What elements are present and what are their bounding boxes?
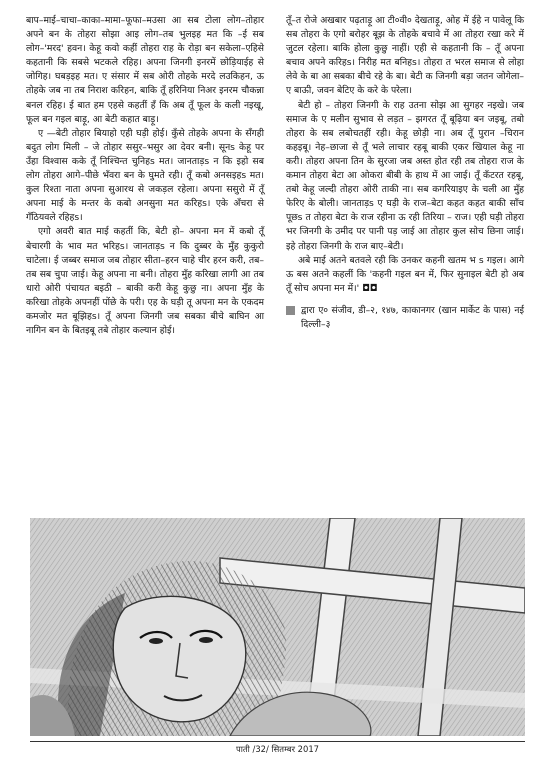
- footer-rule: [30, 741, 525, 742]
- paragraph: [286, 254, 524, 296]
- paragraph: एगो अवरी बात माई कहतीं कि, बेटी हो– अपना मन में कबो तूँ बेचारगी के भाव मत भरिहs। जानताड़s न कि दुब्बर के मुँह कुकुरो चाटेला। ई जब्बर समाज जब तोहार सीता–हरन चाहे चीर हरन करी, तब–तब सब चुपा जाई। केहू अपना ना बनी। तोहरा मुँह करिखा लागी आ तब धारो ओरी पंचायत बइठी – बाकी करी केहू कुछु ना। अपना मुँह के करिखा तोहके अपनहीं पोंछे के परी। एह के घड़ी तू अपना मन के एकदम कमजोर मत बूझिहs। तूँ अपना जिनगी जब सबका बीचे बाघिन आ नागिन बन के बितइबू तबे तोहार कल्यान होई।: [26, 226, 264, 337]
- sketch-svg: [30, 518, 525, 736]
- author-address: [286, 304, 524, 332]
- paragraph: ए —बेटी तोहार बियाहो एही घड़ी होई। कुँसे तोहके अपना के सँगही बदुत लोग मिली – जे तोहार ससुर–भसुर आ देवर बनी। सूनs केहू पर उँहा विश्वास कके तूँ निश्चिन्त चुनिहs मत। जानताड़s न कि इहो सब लोग तोहरा आगे–पीछे भँवरा बन के घुमते रही। तूँ कबो अनसइहs मत। कुल रिश्ता नाता अपना सुआरथ से जकड़ल रहेला। अपना ससुरो में तूँ अपना माई के मन्तर के कबो अनसुना मत करिहs। एके अँचरा से गँठियवले रहिहs।: [26, 127, 264, 224]
- address-square-icon: [286, 306, 295, 315]
- paragraph: बेटी हो – तोहरा जिनगी के राह उतना सोझ आ सुगहर नइखे। जब समाज के ए मलीन सुभाव से लड़त – झगरत तूँ बूढ़िया बन जइबू, तबो तोहरा के सब लबोचतहीं रही। केहू छोड़ी ना। अब तूँ पुरान –चिरान कहइबू। नेह–छाजा से तूँ भले लाचार रहबू बाकी एकर खियाल केहू ना करी। तोहरा अपना तिन के सुरजा जब अस्त होत रही तब तोहरा राज के कमान तोहरा बेटा आ ओकरा बीबी के हाथ में आ जाई। तूँ कँटरत रहबू, तबो केहू जल्दी तोहरा ओरी ताकी ना। सब कगरियाइए के चली आ मुँह फेरिए के बोली। जानताड़s ए घड़ी के राज–बेटा कहत कहत बाकी साँच पूछs त तोहरा बेटा के राज रहीना ऊ रही तिरिया – राज। एही घड़ी तोहरा भर जिनगी के उमीद पर पानी पड़ जाई आ तोहार कुल सोच छिना जाई। इहे तोहरा जिनगी के राज बाए–बेटी।: [286, 99, 524, 252]
- closing-text: अबे माई अतने बतवले रही कि उनकर कहनी खतम भ s गइल। आगे ऊ बस अतने कहलीं कि 'कहनी गइल बन में, फिर सुनाइल बेटी हो अब तूँ सोच अपना मन में।': [286, 254, 524, 294]
- left-column: [26, 14, 264, 338]
- right-column: [286, 14, 524, 332]
- address-text: द्वारा ए० संजीव, डी–२, १४७, काकानगर (खान मार्केट के पास) नई दिल्ली–३: [301, 304, 524, 330]
- page-footer: पाती /32/ सितम्बर 2017: [235, 744, 319, 754]
- paragraph: तूँ–त रोजे अखबार पढ़ताड़ू आ टी०वी० देखताड़ू, ओह में ईहे न पावेलू कि सब तोहरा के एगो बरोहर बूझ के तोहके बचावे में आ तोहरा रखा करे में जुटल रहेला। बाकि होला कुछु नाहीं। एही से कहतानी कि – तूँ अपना बचाव अपने करिहs। निरीह मत बनिहs। तोहरा त भरल समाज से लोहा लेवे के बा आ सबका बीचे रहे के बा। बेटी क जिनगी बड़ा जतन जोगेला– ए बाऊी, जवन बेटिए के करे के परेला।: [286, 15, 524, 97]
- sketch-illustration: [30, 518, 525, 736]
- paragraph: बाप–माई–चाचा–काका–मामा–फूफा–मउसा आ सब टोला लोग–तोहार अपने बन के तोहरा सोझा आइ लोग–तब भुलइह मत कि –ई सब लोग–'मरद' हवन। केहू कवो कहीं तोहरा राह के रोड़ा बन सकेला–एहिसे कहतानी कि सबसे भटकले रहिह। अपना जिनगी इनरमें छोड़ियाईह से जोगिह। घबड़इह मत। ए संसार में सब ओरी तोहके मरदे लउकिहन, ऊ तोहके जब ना तब निराश करिहन, बाकि तूँ हरिनिया निअर इनरम चौकन्ना बनल रहिह। ई बात हम एहसे कहतीं हँ कि अब तूँ फूल के कली नइखू, फूल बन गइल बाड़ू, आ बेटी कहात बाड़ू।: [26, 15, 264, 125]
- end-mark: ◘◘: [362, 282, 378, 294]
